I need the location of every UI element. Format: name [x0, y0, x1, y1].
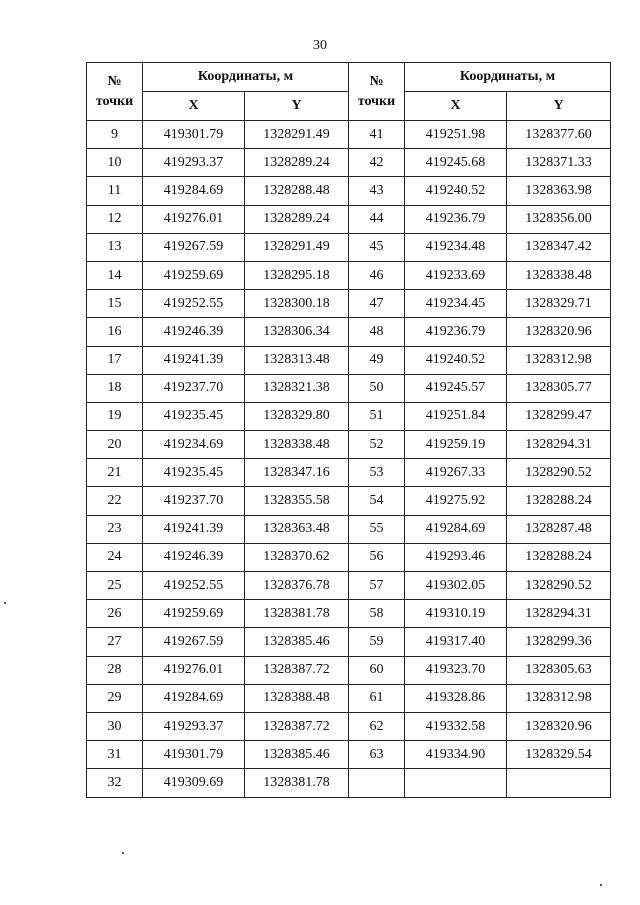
point-number-left: 14 — [87, 261, 143, 289]
y-coordinate-left: 1328291.49 — [245, 121, 349, 149]
y-coordinate-left: 1328381.78 — [245, 769, 349, 797]
table-header — [87, 63, 611, 121]
y-coordinate-right: 1328299.36 — [507, 628, 611, 656]
x-coordinate-right: 419259.19 — [405, 431, 507, 459]
point-number-left: 10 — [87, 149, 143, 177]
x-coordinate-right: 419323.70 — [405, 656, 507, 684]
x-coordinate-left: 419301.79 — [143, 121, 245, 149]
y-coordinate-right: 1328305.63 — [507, 656, 611, 684]
point-number-right: 62 — [349, 712, 405, 740]
table-row — [87, 487, 611, 515]
y-coordinate-right: 1328312.98 — [507, 346, 611, 374]
y-coordinate-left: 1328387.72 — [245, 712, 349, 740]
x-coordinate-left: 419284.69 — [143, 684, 245, 712]
x-coordinate-right: 419245.57 — [405, 374, 507, 402]
table-row — [87, 628, 611, 656]
point-number-left: 19 — [87, 402, 143, 430]
coordinates-header-left: Координаты, м — [143, 63, 349, 92]
x-coordinate-left: 419235.45 — [143, 402, 245, 430]
y-coordinate-left: 1328289.24 — [245, 149, 349, 177]
y-coordinate-right: 1328320.96 — [507, 318, 611, 346]
x-coordinate-left: 419241.39 — [143, 346, 245, 374]
point-number-word: точки — [95, 93, 134, 109]
point-number-right: 44 — [349, 205, 405, 233]
table-row — [87, 543, 611, 571]
point-number-right: 52 — [349, 431, 405, 459]
y-coordinate-left: 1328289.24 — [245, 205, 349, 233]
y-coordinate-right: 1328329.71 — [507, 290, 611, 318]
x-coordinate-left: 419301.79 — [143, 741, 245, 769]
table-row — [87, 402, 611, 430]
point-number-right: 43 — [349, 177, 405, 205]
point-number-left: 22 — [87, 487, 143, 515]
x-coordinate-left: 419309.69 — [143, 769, 245, 797]
table-row — [87, 318, 611, 346]
x-coordinate-right — [405, 769, 507, 797]
y-coordinate-right: 1328290.52 — [507, 459, 611, 487]
y-coordinate-left: 1328388.48 — [245, 684, 349, 712]
point-number-left: 15 — [87, 290, 143, 318]
table-row — [87, 205, 611, 233]
point-number-right: 41 — [349, 121, 405, 149]
y-coordinate-left: 1328300.18 — [245, 290, 349, 318]
point-number-left: 27 — [87, 628, 143, 656]
table-row — [87, 515, 611, 543]
y-header-left: Y — [245, 92, 349, 121]
x-header-right: X — [405, 92, 507, 121]
x-coordinate-left: 419246.39 — [143, 318, 245, 346]
table-row — [87, 712, 611, 740]
x-coordinate-right: 419267.33 — [405, 459, 507, 487]
point-number-left: 21 — [87, 459, 143, 487]
x-coordinate-left: 419235.45 — [143, 459, 245, 487]
coordinates-table — [86, 62, 611, 798]
point-number-left: 32 — [87, 769, 143, 797]
x-coordinate-right: 419251.84 — [405, 402, 507, 430]
point-number-symbol: № — [369, 73, 384, 89]
x-coordinate-left: 419259.69 — [143, 261, 245, 289]
point-number-left: 23 — [87, 515, 143, 543]
table-row — [87, 149, 611, 177]
table-row — [87, 346, 611, 374]
point-number-left: 20 — [87, 431, 143, 459]
point-number-left: 28 — [87, 656, 143, 684]
y-coordinate-left: 1328355.58 — [245, 487, 349, 515]
table-row — [87, 600, 611, 628]
scan-speck — [122, 852, 124, 854]
x-coordinate-right: 419240.52 — [405, 177, 507, 205]
point-number-left: 30 — [87, 712, 143, 740]
y-coordinate-right: 1328288.24 — [507, 487, 611, 515]
table-body — [87, 121, 611, 798]
x-coordinate-left: 419267.59 — [143, 233, 245, 261]
table-row — [87, 459, 611, 487]
x-coordinate-left: 419237.70 — [143, 487, 245, 515]
x-header-left: X — [143, 92, 245, 121]
y-coordinate-right: 1328294.31 — [507, 600, 611, 628]
y-coordinate-right — [507, 769, 611, 797]
point-number-right: 45 — [349, 233, 405, 261]
point-number-word: точки — [357, 93, 396, 109]
point-number-left: 31 — [87, 741, 143, 769]
y-coordinate-right: 1328347.42 — [507, 233, 611, 261]
x-coordinate-left: 419246.39 — [143, 543, 245, 571]
y-header-right: Y — [507, 92, 611, 121]
y-coordinate-left: 1328295.18 — [245, 261, 349, 289]
y-coordinate-right: 1328312.98 — [507, 684, 611, 712]
point-number-left: 13 — [87, 233, 143, 261]
x-coordinate-left: 419234.69 — [143, 431, 245, 459]
x-coordinate-right: 419275.92 — [405, 487, 507, 515]
y-coordinate-left: 1328385.46 — [245, 741, 349, 769]
y-coordinate-left: 1328321.38 — [245, 374, 349, 402]
x-coordinate-left: 419293.37 — [143, 712, 245, 740]
y-coordinate-left: 1328363.48 — [245, 515, 349, 543]
point-number-right: 53 — [349, 459, 405, 487]
table-row — [87, 741, 611, 769]
point-number-right: 60 — [349, 656, 405, 684]
table-row — [87, 431, 611, 459]
table-row — [87, 572, 611, 600]
point-number-header-left — [87, 63, 143, 121]
point-number-right — [349, 769, 405, 797]
point-number-right: 58 — [349, 600, 405, 628]
x-coordinate-right: 419233.69 — [405, 261, 507, 289]
point-number-right: 47 — [349, 290, 405, 318]
x-coordinate-left: 419276.01 — [143, 656, 245, 684]
y-coordinate-left: 1328306.34 — [245, 318, 349, 346]
table-row — [87, 233, 611, 261]
x-coordinate-right: 419332.58 — [405, 712, 507, 740]
x-coordinate-left: 419276.01 — [143, 205, 245, 233]
y-coordinate-right: 1328288.24 — [507, 543, 611, 571]
point-number-right: 56 — [349, 543, 405, 571]
x-coordinate-right: 419236.79 — [405, 318, 507, 346]
table-row — [87, 656, 611, 684]
x-coordinate-right: 419310.19 — [405, 600, 507, 628]
y-coordinate-left: 1328385.46 — [245, 628, 349, 656]
table-row — [87, 290, 611, 318]
point-number-left: 26 — [87, 600, 143, 628]
point-number-left: 17 — [87, 346, 143, 374]
x-coordinate-right: 419251.98 — [405, 121, 507, 149]
table-row — [87, 177, 611, 205]
y-coordinate-right: 1328299.47 — [507, 402, 611, 430]
table-row — [87, 121, 611, 149]
y-coordinate-left: 1328381.78 — [245, 600, 349, 628]
x-coordinate-left: 419237.70 — [143, 374, 245, 402]
table-row — [87, 374, 611, 402]
x-coordinate-right: 419234.48 — [405, 233, 507, 261]
table-row — [87, 684, 611, 712]
x-coordinate-right: 419284.69 — [405, 515, 507, 543]
point-number-right: 49 — [349, 346, 405, 374]
y-coordinate-right: 1328329.54 — [507, 741, 611, 769]
point-number-right: 50 — [349, 374, 405, 402]
point-number-left: 24 — [87, 543, 143, 571]
y-coordinate-left: 1328291.49 — [245, 233, 349, 261]
page-number: 30 — [313, 38, 327, 53]
y-coordinate-left: 1328347.16 — [245, 459, 349, 487]
x-coordinate-left: 419293.37 — [143, 149, 245, 177]
x-coordinate-right: 419302.05 — [405, 572, 507, 600]
y-coordinate-right: 1328377.60 — [507, 121, 611, 149]
point-number-right: 51 — [349, 402, 405, 430]
point-number-right: 42 — [349, 149, 405, 177]
x-coordinate-right: 419236.79 — [405, 205, 507, 233]
x-coordinate-left: 419241.39 — [143, 515, 245, 543]
point-number-right: 61 — [349, 684, 405, 712]
point-number-right: 57 — [349, 572, 405, 600]
x-coordinate-right: 419328.86 — [405, 684, 507, 712]
y-coordinate-right: 1328290.52 — [507, 572, 611, 600]
x-coordinate-left: 419267.59 — [143, 628, 245, 656]
point-number-left: 29 — [87, 684, 143, 712]
scan-speck — [4, 602, 6, 604]
x-coordinate-left: 419252.55 — [143, 572, 245, 600]
point-number-left: 11 — [87, 177, 143, 205]
point-number-right: 48 — [349, 318, 405, 346]
y-coordinate-left: 1328376.78 — [245, 572, 349, 600]
point-number-left: 9 — [87, 121, 143, 149]
y-coordinate-right: 1328371.33 — [507, 149, 611, 177]
point-number-left: 18 — [87, 374, 143, 402]
y-coordinate-right: 1328320.96 — [507, 712, 611, 740]
point-number-left: 12 — [87, 205, 143, 233]
y-coordinate-right: 1328363.98 — [507, 177, 611, 205]
table-row — [87, 769, 611, 797]
x-coordinate-left: 419252.55 — [143, 290, 245, 318]
coordinates-header-right: Координаты, м — [405, 63, 611, 92]
y-coordinate-left: 1328329.80 — [245, 402, 349, 430]
y-coordinate-right: 1328294.31 — [507, 431, 611, 459]
x-coordinate-right: 419317.40 — [405, 628, 507, 656]
point-number-header-right — [349, 63, 405, 121]
y-coordinate-right: 1328356.00 — [507, 205, 611, 233]
x-coordinate-right: 419245.68 — [405, 149, 507, 177]
x-coordinate-left: 419284.69 — [143, 177, 245, 205]
point-number-left: 25 — [87, 572, 143, 600]
x-coordinate-left: 419259.69 — [143, 600, 245, 628]
point-number-right: 63 — [349, 741, 405, 769]
y-coordinate-right: 1328338.48 — [507, 261, 611, 289]
scan-speck — [600, 884, 602, 886]
y-coordinate-left: 1328387.72 — [245, 656, 349, 684]
y-coordinate-left: 1328288.48 — [245, 177, 349, 205]
point-number-right: 55 — [349, 515, 405, 543]
y-coordinate-left: 1328338.48 — [245, 431, 349, 459]
point-number-symbol: № — [107, 73, 122, 89]
y-coordinate-left: 1328370.62 — [245, 543, 349, 571]
point-number-right: 59 — [349, 628, 405, 656]
y-coordinate-right: 1328305.77 — [507, 374, 611, 402]
point-number-right: 54 — [349, 487, 405, 515]
point-number-left: 16 — [87, 318, 143, 346]
y-coordinate-right: 1328287.48 — [507, 515, 611, 543]
x-coordinate-right: 419334.90 — [405, 741, 507, 769]
point-number-right: 46 — [349, 261, 405, 289]
x-coordinate-right: 419293.46 — [405, 543, 507, 571]
x-coordinate-right: 419234.45 — [405, 290, 507, 318]
x-coordinate-right: 419240.52 — [405, 346, 507, 374]
y-coordinate-left: 1328313.48 — [245, 346, 349, 374]
table-row — [87, 261, 611, 289]
